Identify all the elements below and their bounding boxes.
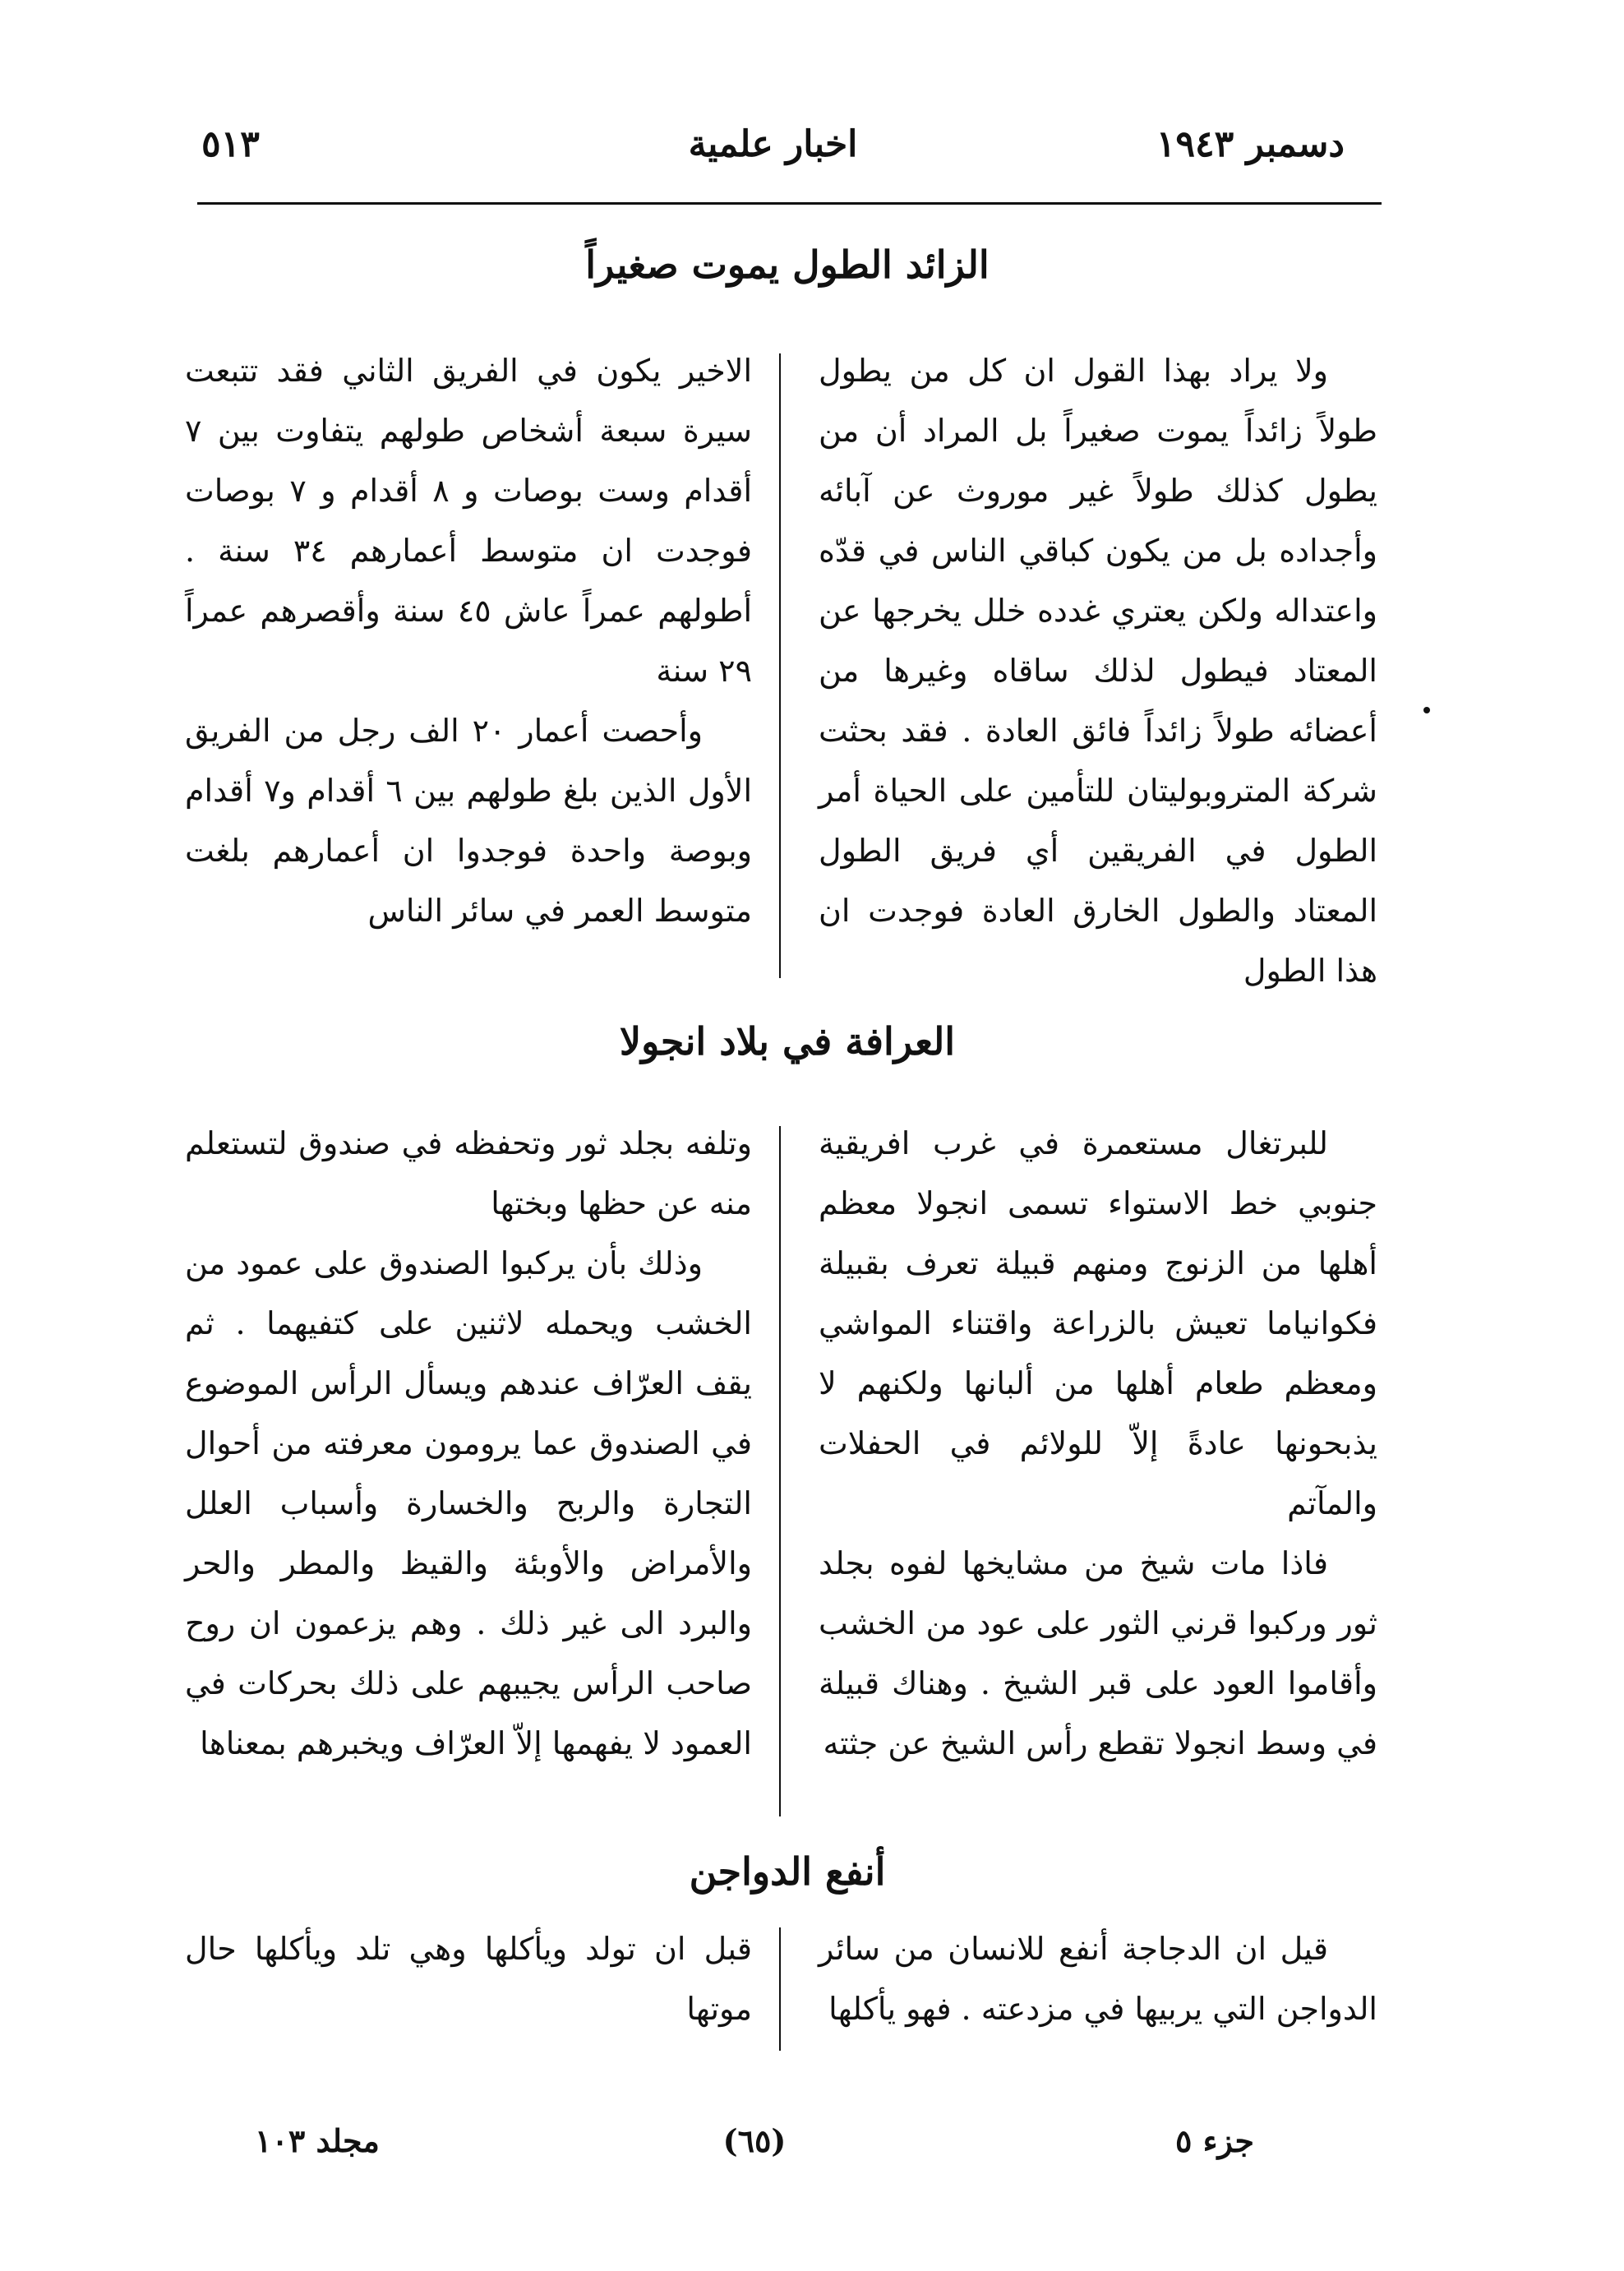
- header-page-number: ٥١٣: [201, 123, 260, 165]
- article-column-right: [819, 1919, 1377, 2039]
- column-divider: [779, 1927, 781, 2051]
- paragraph: قبل ان تولد ويأكلها وهي تلد ويأكلها حال موتها: [185, 1931, 752, 2027]
- margin-mark: [1423, 707, 1430, 713]
- paragraph: قيل ان الدجاجة أنفع للانسان من سائر الدواجن التي يربيها في مزدعته . فهو يأكلها: [819, 1931, 1377, 2027]
- article-title: الزائد الطول يموت صغيراً: [585, 242, 990, 287]
- article-column-right: [819, 341, 1377, 1001]
- footer-part: جزء ٥: [1175, 2122, 1254, 2159]
- header-rule: [197, 202, 1382, 205]
- paragraph: ولا يراد بهذا القول ان كل من يطول طولاً زائداً يموت صغيراً بل المراد أن من يطول كذلك طولاً غير موروث عن آبائه وأجداده بل من يكون كباقي الناس في قدّه واعتداله ولكن يعتري غدده خلل يخرجها عن المعتاد فيطول لذلك ساقاه وغيرها من أعضائه طولاً زائداً فائق العادة . فقد بحثت شركة المتروبوليتان للتأمين على الحياة أمر الطول في الفريقين أي فريق الطول المعتاد والطول الخارق العادة فوجدت ان هذا الطول: [819, 353, 1377, 989]
- article-title: أنفع الدواجن: [689, 1849, 886, 1894]
- paragraph: الاخير يكون في الفريق الثاني فقد تتبعت سيرة سبعة أشخاص طولهم يتفاوت بين ٧ أقدام وست بوصات و ٨ أقدام و ٧ بوصات فوجدت ان متوسط أعمارهم ٣٤ سنة . أطولهم عمراً عاش ٤٥ سنة وأقصرهم عمراً ٢٩ سنة: [185, 353, 753, 689]
- page-footer: [255, 2122, 1254, 2172]
- paragraph: وتلفه بجلد ثور وتحفظه في صندوق لتستعلم منه عن حظها وبختها: [185, 1125, 752, 1221]
- article-column-left: [185, 1114, 752, 1774]
- column-divider: [779, 1126, 781, 1816]
- article-column-left: [185, 1919, 752, 2039]
- article-column-left: [185, 341, 752, 941]
- paragraph: للبرتغال مستعمرة في غرب افريقية جنوبي خط الاستواء تسمى انجولا معظم أهلها من الزنوج ومنهم قبيلة تعرف بقبيلة فكوانياما تعيش بالزراعة واقتناء المواشي ومعظم طعام أهلها من ألبانها ولكنهم لا يذبحونها عادةً إلاّ للولائم في الحفلات والمآتم: [819, 1125, 1377, 1521]
- paragraph: فاذا مات شيخ من مشايخها لفوه بجلد ثور وركبوا قرني الثور على عود من الخشب وأقاموا العود على قبر الشيخ . وهناك قبيلة في وسط انجولا تقطع رأس الشيخ عن جثته: [819, 1545, 1377, 1761]
- article-column-right: [819, 1114, 1377, 1774]
- header-section-title: اخبار علمية: [688, 123, 858, 165]
- footer-volume: مجلد ١٠٣: [255, 2122, 380, 2159]
- footer-page-code: (٦٥): [722, 2122, 787, 2159]
- paragraph: وأحصت أعمار ٢٠ الف رجل من الفريق الأول الذين بلغ طولهم بين ٦ أقدام و٧ أقدام وبوصة واحدة فوجدوا ان أعمارهم بلغت متوسط العمر في سائر الناس: [185, 713, 753, 929]
- running-header: [201, 123, 1345, 189]
- paragraph: وذلك بأن يركبوا الصندوق على عمود من الخشب ويحمله لاثنين على كتفيهما . ثم يقف العرّاف عندهم ويسأل الرأس الموضوع في الصندوق عما يرومون معرفته من أحوال التجارة والربح والخسارة وأسباب العلل والأمراض والأوبئة والقيظ والمطر والحر والبرد الى غير ذلك . وهم يزعمون ان روح صاحب الرأس يجيبهم على ذلك بحركات في العمود لا يفهمها إلاّ العرّاف ويخبرهم بمعناها: [185, 1245, 752, 1761]
- article-title: العرافة في بلاد انجولا: [619, 1019, 956, 1064]
- header-date: دسمبر ١٩٤٣: [1156, 123, 1345, 165]
- column-divider: [779, 353, 781, 978]
